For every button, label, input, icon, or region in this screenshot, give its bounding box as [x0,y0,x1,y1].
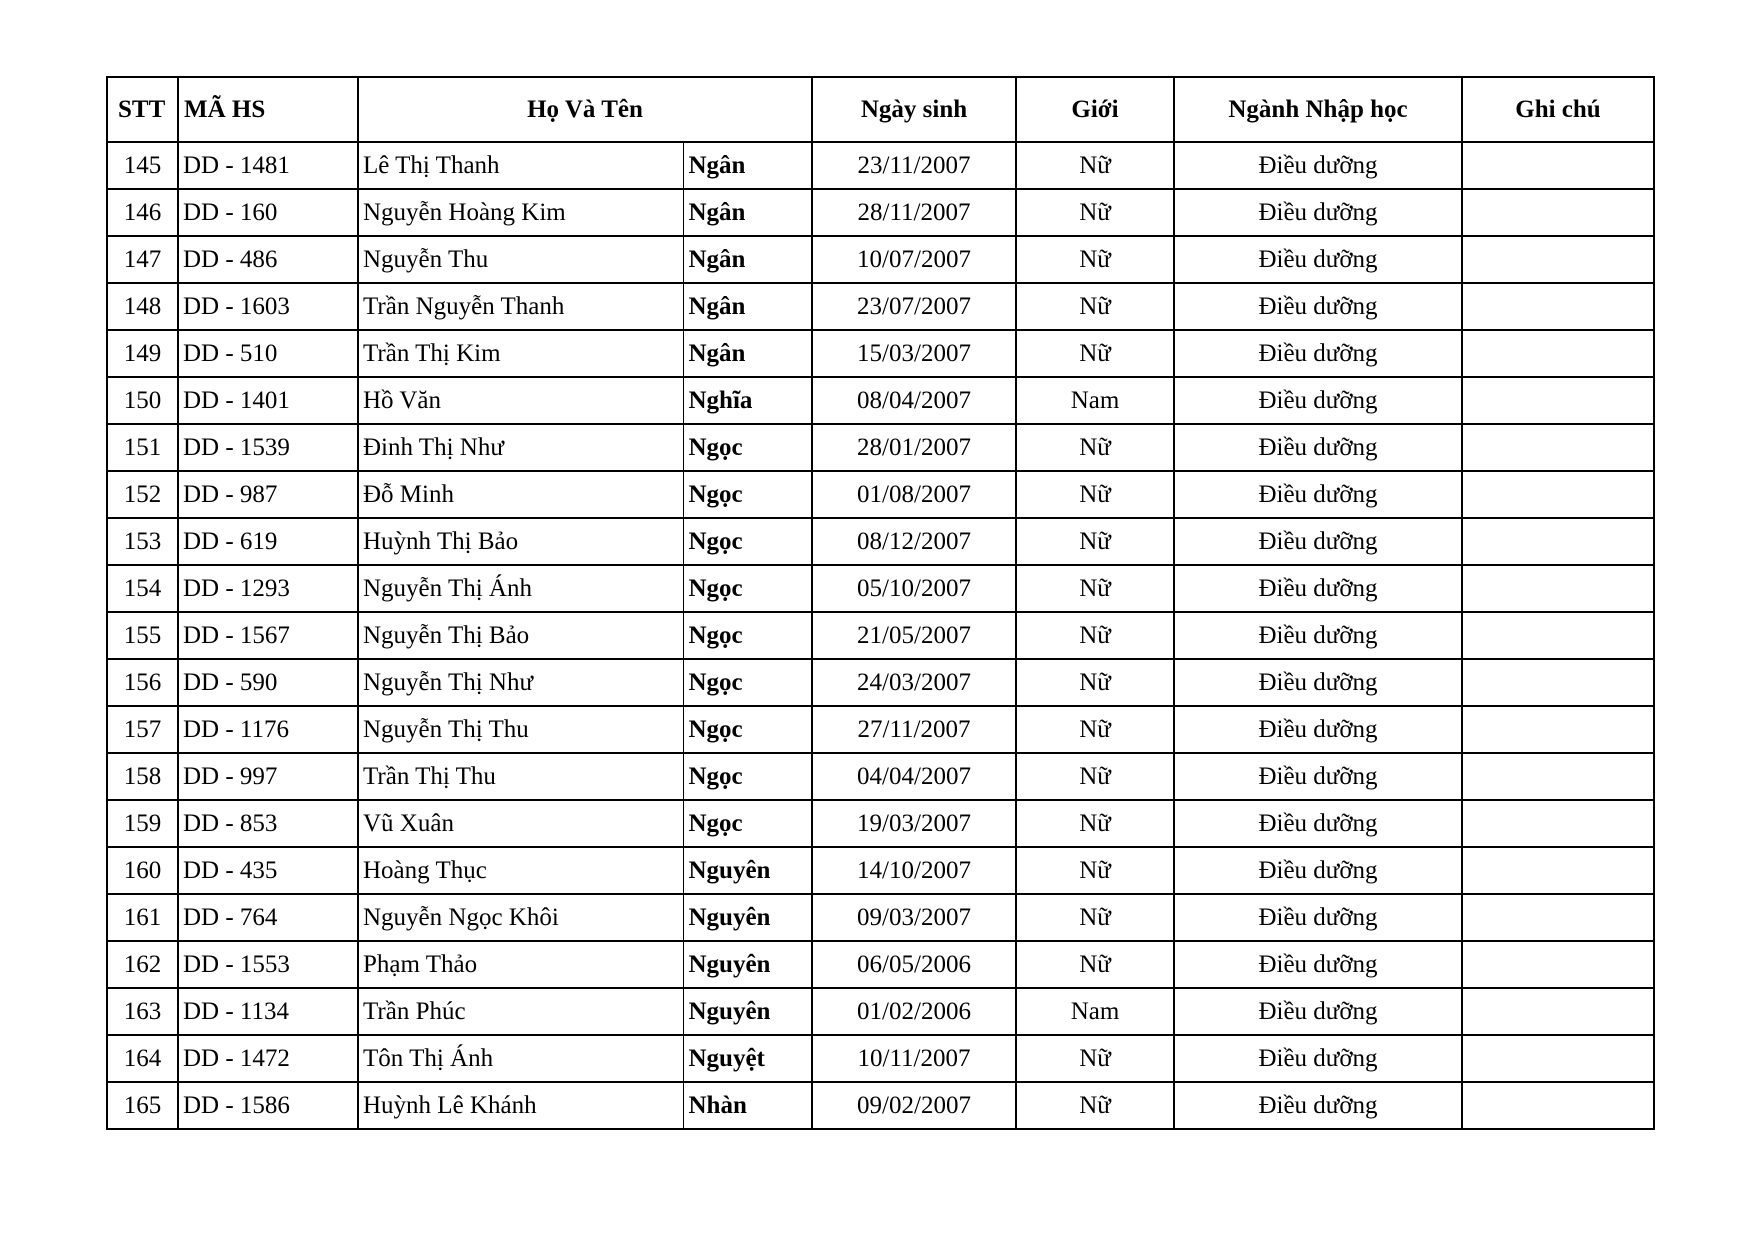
cell-nganh: Điều dưỡng [1174,659,1462,706]
cell-ma-hs: DD - 1567 [178,612,358,659]
cell-gioi: Nữ [1016,1035,1174,1082]
cell-ma-hs: DD - 987 [178,471,358,518]
cell-ten: Nguyệt [683,1035,812,1082]
cell-ho: Nguyễn Hoàng Kim [358,189,683,236]
cell-ma-hs: DD - 160 [178,189,358,236]
cell-ho: Trần Thị Thu [358,753,683,800]
student-list-sheet [106,76,1655,1130]
cell-ten: Ngân [683,330,812,377]
cell-ngay-sinh: 23/07/2007 [812,283,1016,330]
cell-stt: 155 [107,612,178,659]
cell-gioi: Nữ [1016,847,1174,894]
cell-gioi: Nữ [1016,612,1174,659]
cell-ten: Ngọc [683,612,812,659]
cell-nganh: Điều dưỡng [1174,753,1462,800]
table-row [107,1082,1654,1129]
cell-ghi-chu [1462,894,1654,941]
cell-ngay-sinh: 23/11/2007 [812,142,1016,189]
cell-gioi: Nữ [1016,518,1174,565]
table-row [107,941,1654,988]
table-row [107,424,1654,471]
header-nganh: Ngành Nhập học [1174,77,1462,142]
cell-nganh: Điều dưỡng [1174,706,1462,753]
cell-ten: Ngọc [683,800,812,847]
cell-nganh: Điều dưỡng [1174,189,1462,236]
cell-ghi-chu [1462,424,1654,471]
cell-ho: Lê Thị Thanh [358,142,683,189]
cell-gioi: Nữ [1016,283,1174,330]
cell-ho: Trần Nguyễn Thanh [358,283,683,330]
cell-ten: Ngọc [683,518,812,565]
cell-ghi-chu [1462,706,1654,753]
cell-nganh: Điều dưỡng [1174,1035,1462,1082]
table-row [107,753,1654,800]
cell-ten: Ngọc [683,565,812,612]
cell-ngay-sinh: 09/03/2007 [812,894,1016,941]
table-row [107,800,1654,847]
cell-gioi: Nữ [1016,659,1174,706]
cell-nganh: Điều dưỡng [1174,424,1462,471]
cell-ten: Nghĩa [683,377,812,424]
cell-nganh: Điều dưỡng [1174,988,1462,1035]
cell-ma-hs: DD - 435 [178,847,358,894]
cell-gioi: Nữ [1016,894,1174,941]
cell-stt: 160 [107,847,178,894]
table-row [107,894,1654,941]
cell-nganh: Điều dưỡng [1174,471,1462,518]
cell-stt: 146 [107,189,178,236]
cell-ma-hs: DD - 486 [178,236,358,283]
cell-stt: 153 [107,518,178,565]
cell-ma-hs: DD - 1176 [178,706,358,753]
cell-ghi-chu [1462,941,1654,988]
table-row [107,565,1654,612]
cell-ma-hs: DD - 1293 [178,565,358,612]
cell-stt: 158 [107,753,178,800]
table-row [107,283,1654,330]
cell-gioi: Nữ [1016,330,1174,377]
cell-ngay-sinh: 06/05/2006 [812,941,1016,988]
cell-ma-hs: DD - 590 [178,659,358,706]
cell-gioi: Nữ [1016,706,1174,753]
cell-ghi-chu [1462,800,1654,847]
cell-ngay-sinh: 10/11/2007 [812,1035,1016,1082]
table-row [107,377,1654,424]
cell-stt: 152 [107,471,178,518]
header-ma-hs: MÃ HS [178,77,358,142]
cell-ho: Tôn Thị Ánh [358,1035,683,1082]
table-row [107,330,1654,377]
cell-ngay-sinh: 24/03/2007 [812,659,1016,706]
cell-ten: Nguyên [683,988,812,1035]
cell-ma-hs: DD - 1586 [178,1082,358,1129]
cell-nganh: Điều dưỡng [1174,518,1462,565]
cell-ho: Nguyễn Thị Như [358,659,683,706]
cell-ngay-sinh: 27/11/2007 [812,706,1016,753]
cell-ma-hs: DD - 997 [178,753,358,800]
cell-nganh: Điều dưỡng [1174,142,1462,189]
cell-ten: Ngân [683,283,812,330]
cell-stt: 159 [107,800,178,847]
cell-stt: 147 [107,236,178,283]
cell-ghi-chu [1462,142,1654,189]
cell-ghi-chu [1462,283,1654,330]
cell-gioi: Nữ [1016,565,1174,612]
cell-ghi-chu [1462,565,1654,612]
cell-ho: Huỳnh Lê Khánh [358,1082,683,1129]
cell-ma-hs: DD - 853 [178,800,358,847]
cell-ngay-sinh: 28/01/2007 [812,424,1016,471]
cell-ho: Trần Thị Kim [358,330,683,377]
cell-ho: Đinh Thị Như [358,424,683,471]
cell-ho: Vũ Xuân [358,800,683,847]
cell-ngay-sinh: 09/02/2007 [812,1082,1016,1129]
cell-stt: 149 [107,330,178,377]
cell-ten: Ngọc [683,706,812,753]
table-row [107,189,1654,236]
cell-ho: Nguyễn Thị Bảo [358,612,683,659]
cell-ngay-sinh: 28/11/2007 [812,189,1016,236]
header-ghi-chu: Ghi chú [1462,77,1654,142]
cell-stt: 162 [107,941,178,988]
cell-nganh: Điều dưỡng [1174,565,1462,612]
cell-gioi: Nữ [1016,424,1174,471]
cell-ngay-sinh: 19/03/2007 [812,800,1016,847]
cell-ghi-chu [1462,988,1654,1035]
cell-ghi-chu [1462,377,1654,424]
cell-ho: Hoàng Thục [358,847,683,894]
cell-gioi: Nữ [1016,800,1174,847]
cell-ghi-chu [1462,189,1654,236]
header-stt: STT [107,77,178,142]
table-body [107,142,1654,1129]
cell-ten: Ngân [683,236,812,283]
cell-ngay-sinh: 21/05/2007 [812,612,1016,659]
cell-ghi-chu [1462,659,1654,706]
cell-nganh: Điều dưỡng [1174,894,1462,941]
table-row [107,612,1654,659]
cell-stt: 154 [107,565,178,612]
cell-ghi-chu [1462,518,1654,565]
table-row [107,142,1654,189]
cell-ho: Nguyễn Ngọc Khôi [358,894,683,941]
cell-nganh: Điều dưỡng [1174,847,1462,894]
student-table [106,76,1655,1130]
cell-nganh: Điều dưỡng [1174,283,1462,330]
cell-stt: 157 [107,706,178,753]
cell-nganh: Điều dưỡng [1174,377,1462,424]
cell-ghi-chu [1462,612,1654,659]
cell-ghi-chu [1462,1082,1654,1129]
cell-ghi-chu [1462,471,1654,518]
table-row [107,847,1654,894]
cell-stt: 150 [107,377,178,424]
cell-ten: Nhàn [683,1082,812,1129]
cell-ma-hs: DD - 1401 [178,377,358,424]
cell-ho: Nguyễn Thị Ánh [358,565,683,612]
cell-ngay-sinh: 04/04/2007 [812,753,1016,800]
cell-nganh: Điều dưỡng [1174,941,1462,988]
cell-ten: Ngọc [683,753,812,800]
cell-stt: 164 [107,1035,178,1082]
cell-ngay-sinh: 01/08/2007 [812,471,1016,518]
cell-ho: Đỗ Minh [358,471,683,518]
header-ngay-sinh: Ngày sinh [812,77,1016,142]
cell-gioi: Nữ [1016,142,1174,189]
cell-nganh: Điều dưỡng [1174,612,1462,659]
cell-ngay-sinh: 15/03/2007 [812,330,1016,377]
cell-gioi: Nam [1016,377,1174,424]
cell-ten: Ngân [683,142,812,189]
cell-stt: 163 [107,988,178,1035]
cell-ma-hs: DD - 1481 [178,142,358,189]
table-row [107,518,1654,565]
cell-ma-hs: DD - 619 [178,518,358,565]
cell-ngay-sinh: 08/12/2007 [812,518,1016,565]
cell-ngay-sinh: 14/10/2007 [812,847,1016,894]
cell-ten: Ngọc [683,471,812,518]
cell-ten: Nguyên [683,941,812,988]
cell-ngay-sinh: 05/10/2007 [812,565,1016,612]
cell-ma-hs: DD - 1553 [178,941,358,988]
cell-gioi: Nữ [1016,236,1174,283]
table-row [107,988,1654,1035]
cell-ten: Nguyên [683,847,812,894]
table-row [107,659,1654,706]
cell-gioi: Nam [1016,988,1174,1035]
cell-ngay-sinh: 08/04/2007 [812,377,1016,424]
cell-ma-hs: DD - 1539 [178,424,358,471]
cell-stt: 145 [107,142,178,189]
cell-ho: Nguyễn Thị Thu [358,706,683,753]
cell-gioi: Nữ [1016,189,1174,236]
cell-ghi-chu [1462,1035,1654,1082]
cell-nganh: Điều dưỡng [1174,236,1462,283]
cell-ghi-chu [1462,236,1654,283]
cell-gioi: Nữ [1016,471,1174,518]
header-gioi: Giới [1016,77,1174,142]
header-ho-va-ten: Họ Và Tên [358,77,812,142]
table-row [107,706,1654,753]
cell-ten: Ngọc [683,659,812,706]
table-header [107,77,1654,142]
cell-ho: Huỳnh Thị Bảo [358,518,683,565]
table-row [107,471,1654,518]
cell-ho: Phạm Thảo [358,941,683,988]
cell-stt: 151 [107,424,178,471]
cell-ten: Nguyên [683,894,812,941]
cell-ma-hs: DD - 1134 [178,988,358,1035]
cell-ten: Ngân [683,189,812,236]
cell-nganh: Điều dưỡng [1174,1082,1462,1129]
cell-ho: Nguyễn Thu [358,236,683,283]
cell-gioi: Nữ [1016,941,1174,988]
cell-ho: Trần Phúc [358,988,683,1035]
cell-ghi-chu [1462,330,1654,377]
cell-ghi-chu [1462,847,1654,894]
cell-ngay-sinh: 10/07/2007 [812,236,1016,283]
cell-gioi: Nữ [1016,1082,1174,1129]
cell-ma-hs: DD - 1603 [178,283,358,330]
cell-ten: Ngọc [683,424,812,471]
cell-stt: 156 [107,659,178,706]
cell-ngay-sinh: 01/02/2006 [812,988,1016,1035]
cell-stt: 165 [107,1082,178,1129]
cell-ho: Hồ Văn [358,377,683,424]
table-row [107,1035,1654,1082]
table-row [107,236,1654,283]
cell-stt: 161 [107,894,178,941]
cell-gioi: Nữ [1016,753,1174,800]
cell-stt: 148 [107,283,178,330]
cell-ma-hs: DD - 764 [178,894,358,941]
cell-nganh: Điều dưỡng [1174,330,1462,377]
cell-ma-hs: DD - 1472 [178,1035,358,1082]
cell-ma-hs: DD - 510 [178,330,358,377]
cell-nganh: Điều dưỡng [1174,800,1462,847]
header-row [107,77,1654,142]
cell-ghi-chu [1462,753,1654,800]
